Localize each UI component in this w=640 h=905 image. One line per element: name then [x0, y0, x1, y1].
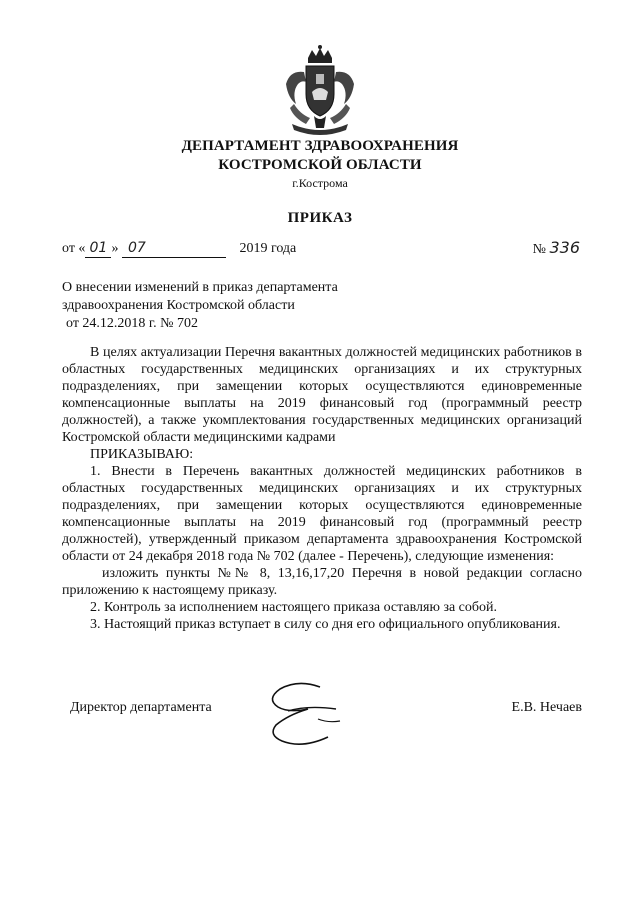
order-keyword: ПРИКАЗЫВАЮ:	[90, 447, 194, 462]
date-mid: »	[111, 241, 119, 256]
date-day: 01	[89, 240, 108, 256]
signatory-name: Е.В. Нечаев	[511, 700, 582, 715]
subject-line: О внесении изменений в приказ департамента	[62, 280, 338, 295]
item-1-paragraph: 1. Внести в Перечень вакантных должностей медицинских работников в областных государственных медицинских организациях и их структурных подразделениях, при замещении которых осуществляются единовременные компенсационные выплаты на 2019 финансовый год (программный реестр должностей), утвержденный приказом департамента здравоохранения Костромской области от 24 декабря 2018 года № 702 (далее - Перечень), следующие изменения:	[62, 464, 582, 564]
document-title: ПРИКАЗ	[287, 210, 353, 226]
signatory-position: Директор департамента	[70, 700, 212, 715]
order-subject	[62, 279, 382, 333]
city-label: г.Кострома	[292, 176, 348, 190]
handwritten-signature	[258, 675, 358, 755]
department-name-line1: ДЕПАРТАМЕНТ ЗДРАВООХРАНЕНИЯ	[181, 138, 459, 154]
date-month-field	[122, 240, 226, 258]
department-name-line2: КОСТРОМСКОЙ ОБЛАСТИ	[218, 157, 422, 173]
order-body	[62, 344, 582, 633]
date-month: 07	[127, 240, 146, 256]
number-value: 336	[549, 238, 580, 257]
number-label: №	[532, 242, 546, 257]
subject-line: здравоохранения Костромской области	[62, 298, 295, 313]
coat-of-arms-icon	[272, 44, 368, 136]
item-3-paragraph: 3. Настоящий приказ вступает в силу со дня его официального опубликования.	[90, 617, 561, 632]
date-day-field	[85, 240, 111, 258]
date-year: 2019 года	[239, 241, 297, 256]
subject-line: от 24.12.2018 г. № 702	[66, 316, 198, 331]
item-2-paragraph: 2. Контроль за исполнением настоящего приказа оставляю за собой.	[90, 600, 498, 615]
preamble-paragraph: В целях актуализации Перечня вакантных должностей медицинских работников в областных государственных медицинских организациях и их структурных подразделениях, при замещении которых осуществляются единовременные компенсационные выплаты на 2019 финансовый год (программный реестр должностей), а также укомплектования государственных медицинских организаций Костромской области медицинскими кадрами	[62, 345, 582, 445]
order-number	[533, 238, 580, 258]
date-prefix: от «	[62, 241, 86, 256]
amendment-paragraph: изложить пункты №№ 8, 13,16,17,20 Перечня в новой редакции согласно приложению к настоящему приказу.	[62, 566, 582, 598]
order-date	[62, 240, 296, 258]
